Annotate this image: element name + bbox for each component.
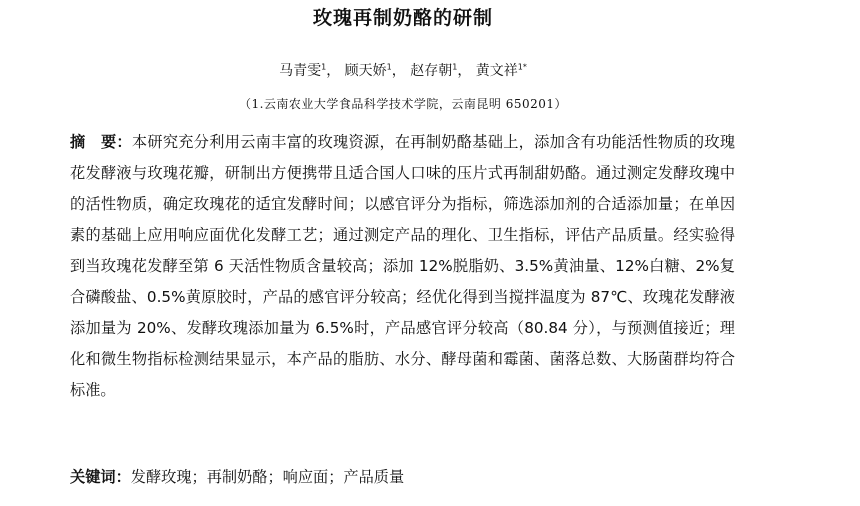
author-affiliation-mark: 1	[452, 62, 458, 72]
abstract-label: 摘 要：	[70, 133, 132, 151]
keywords-label: 关键词：	[70, 468, 131, 486]
author-name: 黄文祥	[475, 63, 518, 79]
author-separator: ，	[457, 63, 472, 79]
author-name: 马青雯	[279, 63, 322, 79]
author-separator: ，	[326, 63, 341, 79]
author-name: 顾天娇	[344, 63, 387, 79]
author-list	[0, 60, 806, 82]
keywords-text: 发酵玫瑰；再制奶酪；响应面；产品质量	[130, 468, 405, 486]
author-affiliation-mark: 1	[321, 62, 327, 72]
author-affiliation-mark: 1*	[517, 62, 527, 72]
author-separator: ，	[391, 63, 406, 79]
author-name: 赵存朝	[410, 63, 453, 79]
paper-title: 玫瑰再制奶酪的研制	[312, 7, 493, 29]
abstract-text: 本研究充分利用云南丰富的玫瑰资源，在再制奶酪基础上，添加含有功能活性物质的玫瑰花发酵液与玫瑰花瓣，研制出方便携带且适合国人口味的压片式再制甜奶酪。通过测定发酵玫瑰中的活性物质，确定玫瑰花的适宜发酵时间；以感官评分为指标，筛选添加剂的合适添加量；在单因素的基础上应用响应面优化发酵工艺；通过测定产品的理化、卫生指标，评估产品质量。经实验得到当玫瑰花发酵至第 6 天活性物质含量较高；添加 12%脱脂奶、3.5%黄油量、12%白糖、2%复合磷酸盐、0.5%黄原胶时，产品的感官评分较高；经优化得到当搅拌温度为 87℃、玫瑰花发酵液添加量为 20%、发酵玫瑰添加量为 6.5%时，产品感官评分较高（80.84 分），与预测值接近；理化和微生物指标检测结果显示，本产品的脂肪、水分、酵母菌和霉菌、菌落总数、大肠菌群均符合标准。	[70, 133, 736, 399]
abstract	[70, 127, 735, 406]
affiliation: （1.云南农业大学食品科学技术学院，云南昆明 650201）	[238, 97, 568, 111]
keywords	[70, 462, 770, 493]
author-affiliation-mark: 1	[386, 62, 392, 72]
